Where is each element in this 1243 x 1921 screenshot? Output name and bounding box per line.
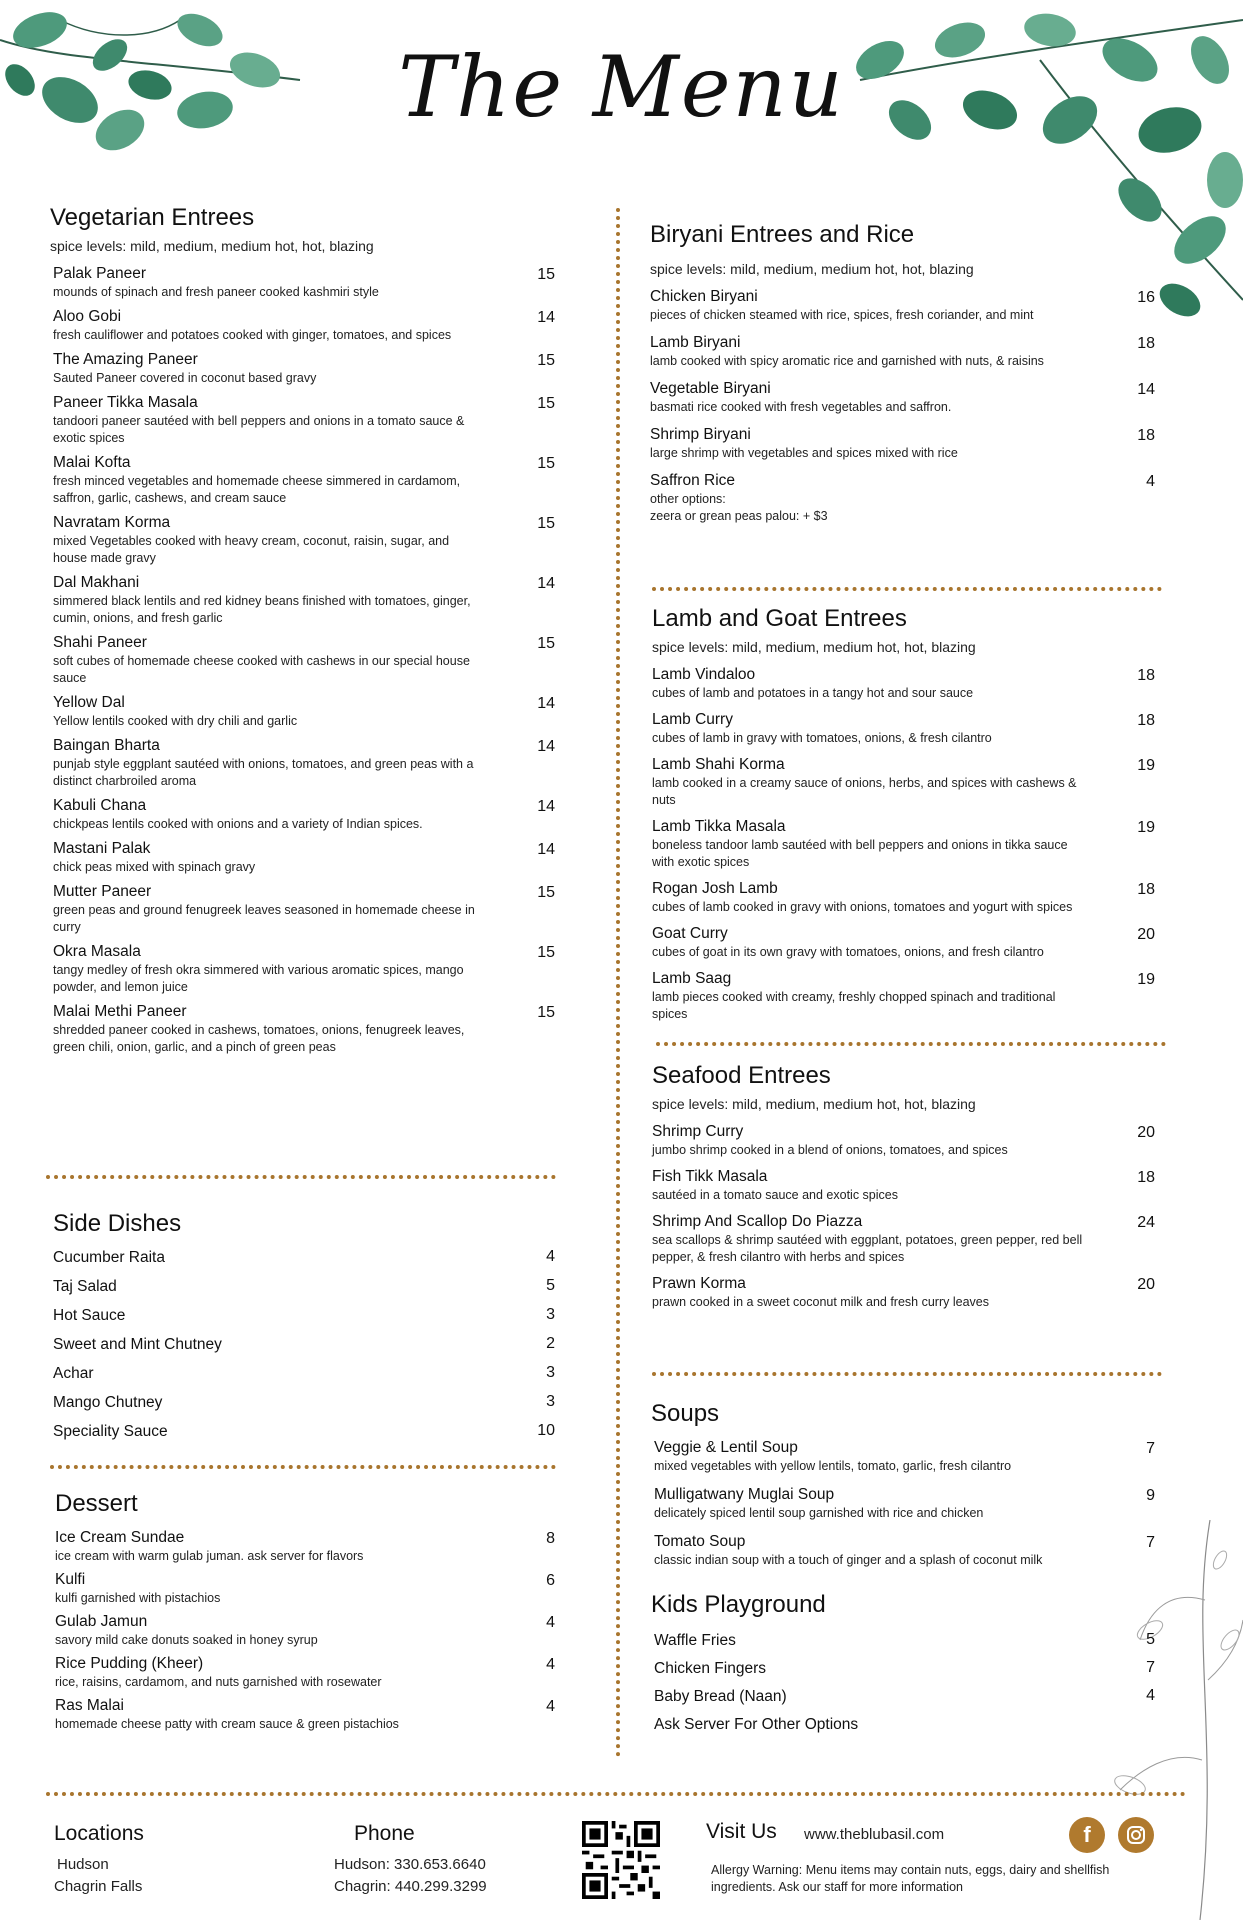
menu-list (650, 287, 1155, 525)
menu-item (652, 755, 1155, 809)
item-description: mounds of spinach and fresh paneer cooked kashmiri style (53, 285, 379, 299)
item-price: 5 (546, 1277, 555, 1294)
item-name: Mastani Palak (53, 840, 151, 857)
instagram-icon[interactable] (1118, 1817, 1154, 1853)
menu-item (55, 1654, 555, 1691)
item-description: zeera or grean peas palou: + $3 (650, 509, 828, 523)
item-name: Shrimp Curry (652, 1123, 744, 1140)
item-name: Rice Pudding (Kheer) (55, 1655, 204, 1672)
item-price: 7 (1146, 1534, 1155, 1551)
item-price: 20 (1137, 926, 1155, 943)
item-price: 15 (537, 884, 555, 901)
instagram-glyph (1118, 1817, 1154, 1853)
item-price: 14 (537, 575, 555, 592)
allergy-warning: Allergy Warning: Menu items may contain nuts, eggs, dairy and shellfish ingredients. Ask our staff for more information (711, 1863, 1110, 1894)
menu-item (652, 879, 1155, 916)
menu-item (654, 1485, 1155, 1522)
item-description: simmered black lentils and red kidney beans finished with tomatoes, ginger, cumin, onions, and fresh garlic (53, 594, 471, 625)
menu-item (654, 1631, 1155, 1659)
item-price: 3 (546, 1393, 555, 1410)
item-name: Malai Methi Paneer (53, 1003, 187, 1020)
item-description: punjab style eggplant sautéed with onions, tomatoes, and green peas with a distinct charbroiled aroma (53, 757, 474, 788)
item-price: 18 (1137, 881, 1155, 898)
item-name: Lamb Tikka Masala (652, 818, 786, 835)
item-name: Achar (53, 1365, 94, 1382)
menu-item (652, 1167, 1155, 1204)
section-title: Dessert (55, 1490, 138, 1517)
section-title: Soups (651, 1400, 720, 1427)
section-divider (656, 1042, 1166, 1046)
footer-divider (46, 1792, 1186, 1796)
item-price: 14 (537, 309, 555, 326)
menu-item (652, 710, 1155, 747)
menu-item (53, 839, 555, 876)
item-price: 8 (546, 1530, 555, 1547)
item-name: Chicken Fingers (654, 1660, 766, 1677)
item-name: Ras Malai (55, 1697, 124, 1714)
item-description: sea scallops & shrimp sautéed with eggplant, potatoes, green pepper, red bell pepper, & fresh cilantro with herbs and spices (652, 1233, 1083, 1264)
menu-item (652, 665, 1155, 702)
item-price: 9 (1146, 1487, 1155, 1504)
section-title: Seafood Entrees (652, 1062, 831, 1089)
item-name: Palak Paneer (53, 265, 147, 282)
item-price: 3 (546, 1306, 555, 1323)
section-kids (651, 1591, 1155, 1743)
item-name: Lamb Curry (652, 711, 733, 728)
item-name: Mulligatwany Muglai Soup (654, 1486, 835, 1503)
item-description: Sauted Paneer covered in coconut based gravy (53, 371, 317, 385)
item-description: jumbo shrimp cooked in a blend of onions, tomatoes, and spices (652, 1143, 1008, 1157)
menu-item (654, 1715, 1155, 1743)
menu-item (55, 1528, 555, 1565)
item-price: 19 (1137, 971, 1155, 988)
menu-item (654, 1532, 1155, 1569)
menu-list (55, 1528, 555, 1733)
item-price: 7 (1146, 1440, 1155, 1457)
section-lamb-goat (652, 605, 1155, 1031)
menu-list (652, 665, 1155, 1023)
item-name: Chicken Biryani (650, 288, 758, 305)
menu-item (53, 882, 555, 936)
item-name: Ice Cream Sundae (55, 1529, 185, 1546)
qr-code (582, 1821, 660, 1899)
menu-item (53, 1306, 555, 1335)
menu-item (650, 287, 1155, 324)
item-price: 4 (546, 1614, 555, 1631)
item-description: tangy medley of fresh okra simmered with various aromatic spices, mango powder, and lemon juice (53, 963, 464, 994)
item-price: 6 (546, 1572, 555, 1589)
item-description: fresh cauliflower and potatoes cooked with ginger, tomatoes, and spices (53, 328, 452, 342)
item-price: 15 (537, 944, 555, 961)
menu-item (53, 1277, 555, 1306)
menu-item (53, 1002, 555, 1056)
phone-hudson[interactable]: Hudson: 330.653.6640 (334, 1856, 486, 1873)
section-divider (652, 1372, 1162, 1376)
menu-item (652, 969, 1155, 1023)
section-title: Vegetarian Entrees (50, 204, 255, 231)
item-price: 16 (1137, 289, 1155, 306)
item-name: Shahi Paneer (53, 634, 147, 651)
item-description: mixed Vegetables cooked with heavy cream, coconut, raisin, sugar, and house made gravy (53, 534, 450, 565)
item-price: 14 (537, 695, 555, 712)
item-name: Shrimp And Scallop Do Piazza (652, 1213, 863, 1230)
item-price: 15 (537, 515, 555, 532)
item-description: prawn cooked in a sweet coconut milk and fresh curry leaves (652, 1295, 989, 1309)
menu-item (53, 942, 555, 996)
item-description: shredded paneer cooked in cashews, tomatoes, onions, fenugreek leaves, green chili, onion, garlic, and a pinch of green peas (53, 1023, 465, 1054)
item-price: 18 (1137, 667, 1155, 684)
item-price: 19 (1137, 819, 1155, 836)
item-price: 15 (537, 395, 555, 412)
spice-levels: spice levels: mild, medium, medium hot, hot, blazing (652, 639, 976, 655)
menu-item (53, 1364, 555, 1393)
locations-title: Locations (54, 1822, 144, 1845)
item-price: 3 (546, 1364, 555, 1381)
section-divider (652, 587, 1162, 591)
item-price: 10 (537, 1422, 555, 1439)
section-dessert (55, 1490, 555, 1738)
section-divider (50, 1465, 556, 1469)
spice-levels: spice levels: mild, medium, medium hot, hot, blazing (50, 238, 374, 254)
item-name: Okra Masala (53, 943, 141, 960)
menu-item (654, 1438, 1155, 1475)
section-soups (651, 1400, 1155, 1579)
menu-item (652, 924, 1155, 961)
item-name: Yellow Dal (53, 694, 125, 711)
menu-item (650, 333, 1155, 370)
item-price: 2 (546, 1335, 555, 1352)
item-description: tandoori paneer sautéed with bell peppers and onions in a tomato sauce & exotic spices (53, 414, 465, 445)
menu-item (53, 1393, 555, 1422)
item-price: 4 (546, 1248, 555, 1265)
item-name: Ask Server For Other Options (654, 1716, 859, 1733)
item-description: green peas and ground fenugreek leaves seasoned in homemade cheese in curry (53, 903, 475, 934)
menu-item (652, 817, 1155, 871)
item-name: The Amazing Paneer (53, 351, 198, 368)
item-description: lamb cooked with spicy aromatic rice and garnished with nuts, & raisins (650, 354, 1044, 368)
item-name: Taj Salad (53, 1278, 117, 1295)
menu-item (53, 573, 555, 627)
item-name: Rogan Josh Lamb (652, 880, 778, 897)
section-divider (46, 1175, 556, 1179)
item-price: 18 (1137, 712, 1155, 729)
item-name: Gulab Jamun (55, 1613, 148, 1630)
item-price: 15 (537, 266, 555, 283)
section-title: Kids Playground (651, 1591, 826, 1618)
item-price: 15 (537, 352, 555, 369)
location-chagrin: Chagrin Falls (54, 1878, 143, 1895)
item-name: Lamb Saag (652, 970, 732, 987)
menu-list (652, 1122, 1155, 1311)
menu-item (53, 393, 555, 447)
menu-item (654, 1687, 1155, 1715)
item-price: 5 (1146, 1631, 1155, 1648)
menu-item (53, 307, 555, 344)
item-name: Kulfi (55, 1571, 86, 1588)
item-price: 20 (1137, 1124, 1155, 1141)
item-name: Navratam Korma (53, 514, 171, 531)
item-price: 4 (546, 1656, 555, 1673)
item-name: Baingan Bharta (53, 737, 160, 754)
menu-item (650, 471, 1155, 525)
menu-item (53, 264, 555, 301)
item-price: 15 (537, 1004, 555, 1021)
menu-list (50, 264, 555, 1056)
menu-item (55, 1696, 555, 1733)
menu-item (53, 1335, 555, 1364)
item-description: mixed vegetables with yellow lentils, tomato, garlic, fresh cilantro (654, 1459, 1012, 1473)
menu-item (53, 1422, 555, 1451)
menu-list (651, 1438, 1155, 1569)
item-name: Paneer Tikka Masala (53, 394, 198, 411)
location-hudson: Hudson (57, 1856, 109, 1873)
item-price: 4 (1146, 1687, 1155, 1704)
item-price: 7 (1146, 1659, 1155, 1676)
item-description: pieces of chicken steamed with rice, spices, fresh coriander, and mint (650, 308, 1034, 322)
item-description: basmati rice cooked with fresh vegetables and saffron. (650, 400, 952, 414)
item-description: savory mild cake donuts soaked in honey syrup (55, 1633, 318, 1647)
spice-levels: spice levels: mild, medium, medium hot, hot, blazing (650, 261, 974, 277)
section-side-dishes (53, 1210, 555, 1451)
menu-item (53, 633, 555, 687)
item-price: 24 (1137, 1214, 1155, 1231)
item-description: chickpeas lentils cooked with onions and a variety of Indian spices. (53, 817, 423, 831)
menu-list (651, 1631, 1155, 1743)
item-name: Malai Kofta (53, 454, 131, 471)
item-description: cubes of lamb cooked in gravy with onions, tomatoes and yogurt with spices (652, 900, 1073, 914)
menu-item (650, 379, 1155, 416)
menu-item (652, 1274, 1155, 1311)
item-description: kulfi garnished with pistachios (55, 1591, 221, 1605)
item-price: 18 (1137, 335, 1155, 352)
menu-item (53, 736, 555, 790)
section-title: Lamb and Goat Entrees (652, 605, 907, 632)
menu-item (53, 796, 555, 833)
item-name: Mango Chutney (53, 1394, 163, 1411)
menu-item (652, 1122, 1155, 1159)
section-title: Biryani Entrees and Rice (650, 221, 915, 248)
menu-item (53, 350, 555, 387)
item-name: Hot Sauce (53, 1307, 126, 1324)
item-description: sautéed in a tomato sauce and exotic spices (652, 1188, 898, 1202)
item-price: 14 (1137, 381, 1155, 398)
item-description: lamb cooked in a creamy sauce of onions, herbs, and spices with cashews & nuts (652, 776, 1077, 807)
item-price: 4 (1146, 473, 1155, 490)
menu-item (53, 1248, 555, 1277)
menu-list (53, 1248, 555, 1451)
item-price: 14 (537, 738, 555, 755)
item-description: chick peas mixed with spinach gravy (53, 860, 256, 874)
item-name: Shrimp Biryani (650, 426, 751, 443)
item-name: Prawn Korma (652, 1275, 746, 1292)
item-price: 18 (1137, 427, 1155, 444)
menu-item (55, 1612, 555, 1649)
menu-item (652, 1212, 1155, 1266)
section-vegetarian (50, 204, 555, 1062)
visit-title: Visit Us (706, 1820, 777, 1843)
item-description: cubes of goat in its own gravy with tomatoes, onions, and fresh cilantro (652, 945, 1044, 959)
spice-levels: spice levels: mild, medium, medium hot, hot, blazing (652, 1096, 976, 1112)
item-name: Vegetable Biryani (650, 380, 771, 397)
item-name: Fish Tikk Masala (652, 1168, 768, 1185)
menu-item (55, 1570, 555, 1607)
item-name: Veggie & Lentil Soup (654, 1439, 798, 1456)
section-biryani (650, 221, 1155, 534)
item-name: Lamb Shahi Korma (652, 756, 785, 773)
menu-item (650, 425, 1155, 462)
item-description: lamb pieces cooked with creamy, freshly chopped spinach and traditional spices (652, 990, 1056, 1021)
item-name: Lamb Vindaloo (652, 666, 756, 683)
item-price: 19 (1137, 757, 1155, 774)
item-name: Aloo Gobi (53, 308, 122, 325)
item-name: Speciality Sauce (53, 1423, 168, 1440)
item-price: 15 (537, 455, 555, 472)
item-name: Dal Makhani (53, 574, 140, 591)
item-description: fresh minced vegetables and homemade cheese simmered in cardamom, saffron, garlic, cashews, and cream sauce (53, 474, 461, 505)
item-name: Lamb Biryani (650, 334, 741, 351)
footer-phone (334, 1822, 487, 1898)
item-description: ice cream with warm gulab juman. ask server for flavors (55, 1549, 364, 1563)
item-price: 20 (1137, 1276, 1155, 1293)
website-link[interactable]: www.theblubasil.com (804, 1826, 945, 1843)
item-description: Yellow lentils cooked with dry chili and garlic (53, 714, 298, 728)
item-name: Goat Curry (652, 925, 728, 942)
item-description: large shrimp with vegetables and spices mixed with rice (650, 446, 958, 460)
item-price: 4 (546, 1698, 555, 1715)
item-description: other options: (650, 492, 726, 506)
item-name: Mutter Paneer (53, 883, 152, 900)
item-price: 18 (1137, 1169, 1155, 1186)
item-description: homemade cheese patty with cream sauce & green pistachios (55, 1717, 399, 1731)
item-name: Cucumber Raita (53, 1249, 165, 1266)
phone-chagrin[interactable]: Chagrin: 440.299.3299 (334, 1878, 487, 1895)
item-description: soft cubes of homemade cheese cooked with cashews in our special house sauce (53, 654, 470, 685)
item-description: delicately spiced lentil soup garnished with rice and chicken (654, 1506, 984, 1520)
item-name: Baby Bread (Naan) (654, 1688, 787, 1705)
item-price: 14 (537, 841, 555, 858)
section-seafood (652, 1062, 1155, 1319)
item-price: 15 (537, 635, 555, 652)
menu-item (53, 513, 555, 567)
item-name: Waffle Fries (654, 1632, 736, 1649)
item-name: Sweet and Mint Chutney (53, 1336, 222, 1353)
item-name: Kabuli Chana (53, 797, 147, 814)
item-description: rice, raisins, cardamom, and nuts garnished with rosewater (55, 1675, 382, 1689)
menu-item (53, 453, 555, 507)
item-description: boneless tandoor lamb sautéed with bell peppers and onions in tikka sauce with exotic spices (652, 838, 1068, 869)
footer-locations (54, 1822, 144, 1898)
menu-item (53, 693, 555, 730)
item-name: Saffron Rice (650, 472, 736, 489)
item-description: cubes of lamb in gravy with tomatoes, onions, & fresh cilantro (652, 731, 992, 745)
menu-item (654, 1659, 1155, 1687)
section-title: Side Dishes (53, 1210, 182, 1237)
item-name: Tomato Soup (654, 1533, 746, 1550)
menu-title: The Menu (398, 38, 845, 136)
item-price: 14 (537, 798, 555, 815)
column-divider (616, 208, 620, 1758)
phone-title: Phone (354, 1822, 415, 1845)
item-description: cubes of lamb and potatoes in a tangy hot and sour sauce (652, 686, 974, 700)
facebook-icon[interactable]: f (1069, 1817, 1105, 1853)
item-description: classic indian soup with a touch of ginger and a splash of coconut milk (654, 1553, 1043, 1567)
